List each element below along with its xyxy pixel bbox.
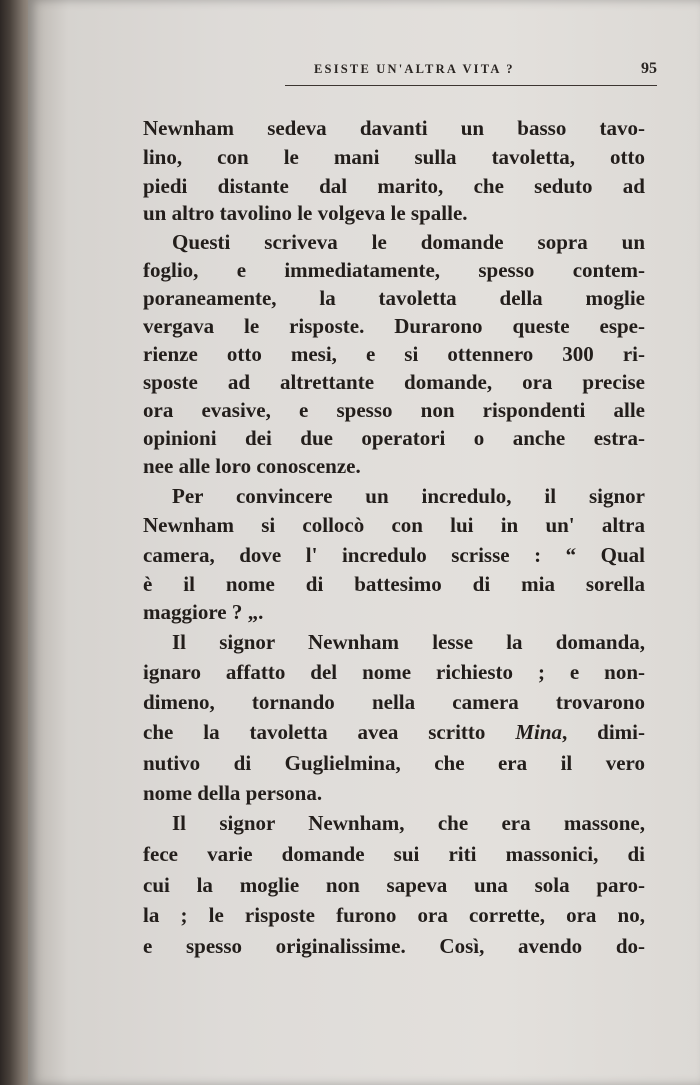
text-line: opinioni dei due operatori o anche estra- bbox=[143, 426, 645, 450]
text-line: sposte ad altrettante domande, ora precise bbox=[143, 370, 645, 394]
text-segment: , dimi- bbox=[562, 720, 645, 744]
page-number: 95 bbox=[641, 60, 657, 77]
text-line: rienze otto mesi, e si ottennero 300 ri- bbox=[143, 342, 645, 366]
text-line: la ; le risposte furono ora corrette, ora no, bbox=[143, 903, 645, 927]
text-line: nutivo di Guglielmina, che era il vero bbox=[143, 751, 645, 775]
text-line: Newnham si collocò con lui in un' altra bbox=[143, 513, 645, 537]
text-line: nee alle loro conoscenze. bbox=[143, 454, 361, 478]
text-line-mixed bbox=[143, 718, 645, 746]
text-line: Newnham sedeva davanti un basso tavo- bbox=[143, 116, 645, 140]
text-line: camera, dove l' incredulo scrisse : “ Qual bbox=[143, 543, 645, 567]
italic-word: Mina bbox=[515, 720, 562, 744]
paragraph-first-line: Questi scriveva le domande sopra un bbox=[172, 230, 645, 254]
paragraph-first-line: Per convincere un incredulo, il signor bbox=[172, 484, 645, 508]
text-line: piedi distante dal marito, che seduto ad bbox=[143, 174, 645, 198]
text-line: poraneamente, la tavoletta della moglie bbox=[143, 286, 645, 310]
text-line: è il nome di battesimo di mia sorella bbox=[143, 572, 645, 596]
text-segment: che la tavoletta avea scritto bbox=[143, 720, 516, 744]
text-line: foglio, e immediatamente, spesso contem- bbox=[143, 258, 645, 282]
running-head bbox=[285, 57, 657, 87]
running-title: ESISTE UN'ALTRA VITA ? bbox=[314, 62, 515, 76]
book-page bbox=[28, 0, 700, 1085]
text-line: nome della persona. bbox=[143, 781, 323, 805]
text-line: lino, con le mani sulla tavoletta, otto bbox=[143, 145, 645, 169]
text-line: ora evasive, e spesso non rispondenti alle bbox=[143, 398, 645, 422]
header-rule bbox=[285, 85, 657, 86]
text-line: ignaro affatto del nome richiesto ; e non- bbox=[143, 660, 645, 684]
text-line: e spesso originalissime. Così, avendo do- bbox=[143, 934, 645, 958]
text-line: cui la moglie non sapeva una sola paro- bbox=[143, 873, 645, 897]
text-line: un altro tavolino le volgeva le spalle. bbox=[143, 201, 468, 225]
paragraph-first-line: Il signor Newnham lesse la domanda, bbox=[172, 630, 645, 654]
text-line: fece varie domande sui riti massonici, di bbox=[143, 842, 645, 866]
text-line: dimeno, tornando nella camera trovarono bbox=[143, 690, 645, 714]
text-line: maggiore ? „. bbox=[143, 600, 264, 624]
text-line: vergava le risposte. Durarono queste espe- bbox=[143, 314, 645, 338]
paragraph-first-line: Il signor Newnham, che era massone, bbox=[172, 811, 645, 835]
